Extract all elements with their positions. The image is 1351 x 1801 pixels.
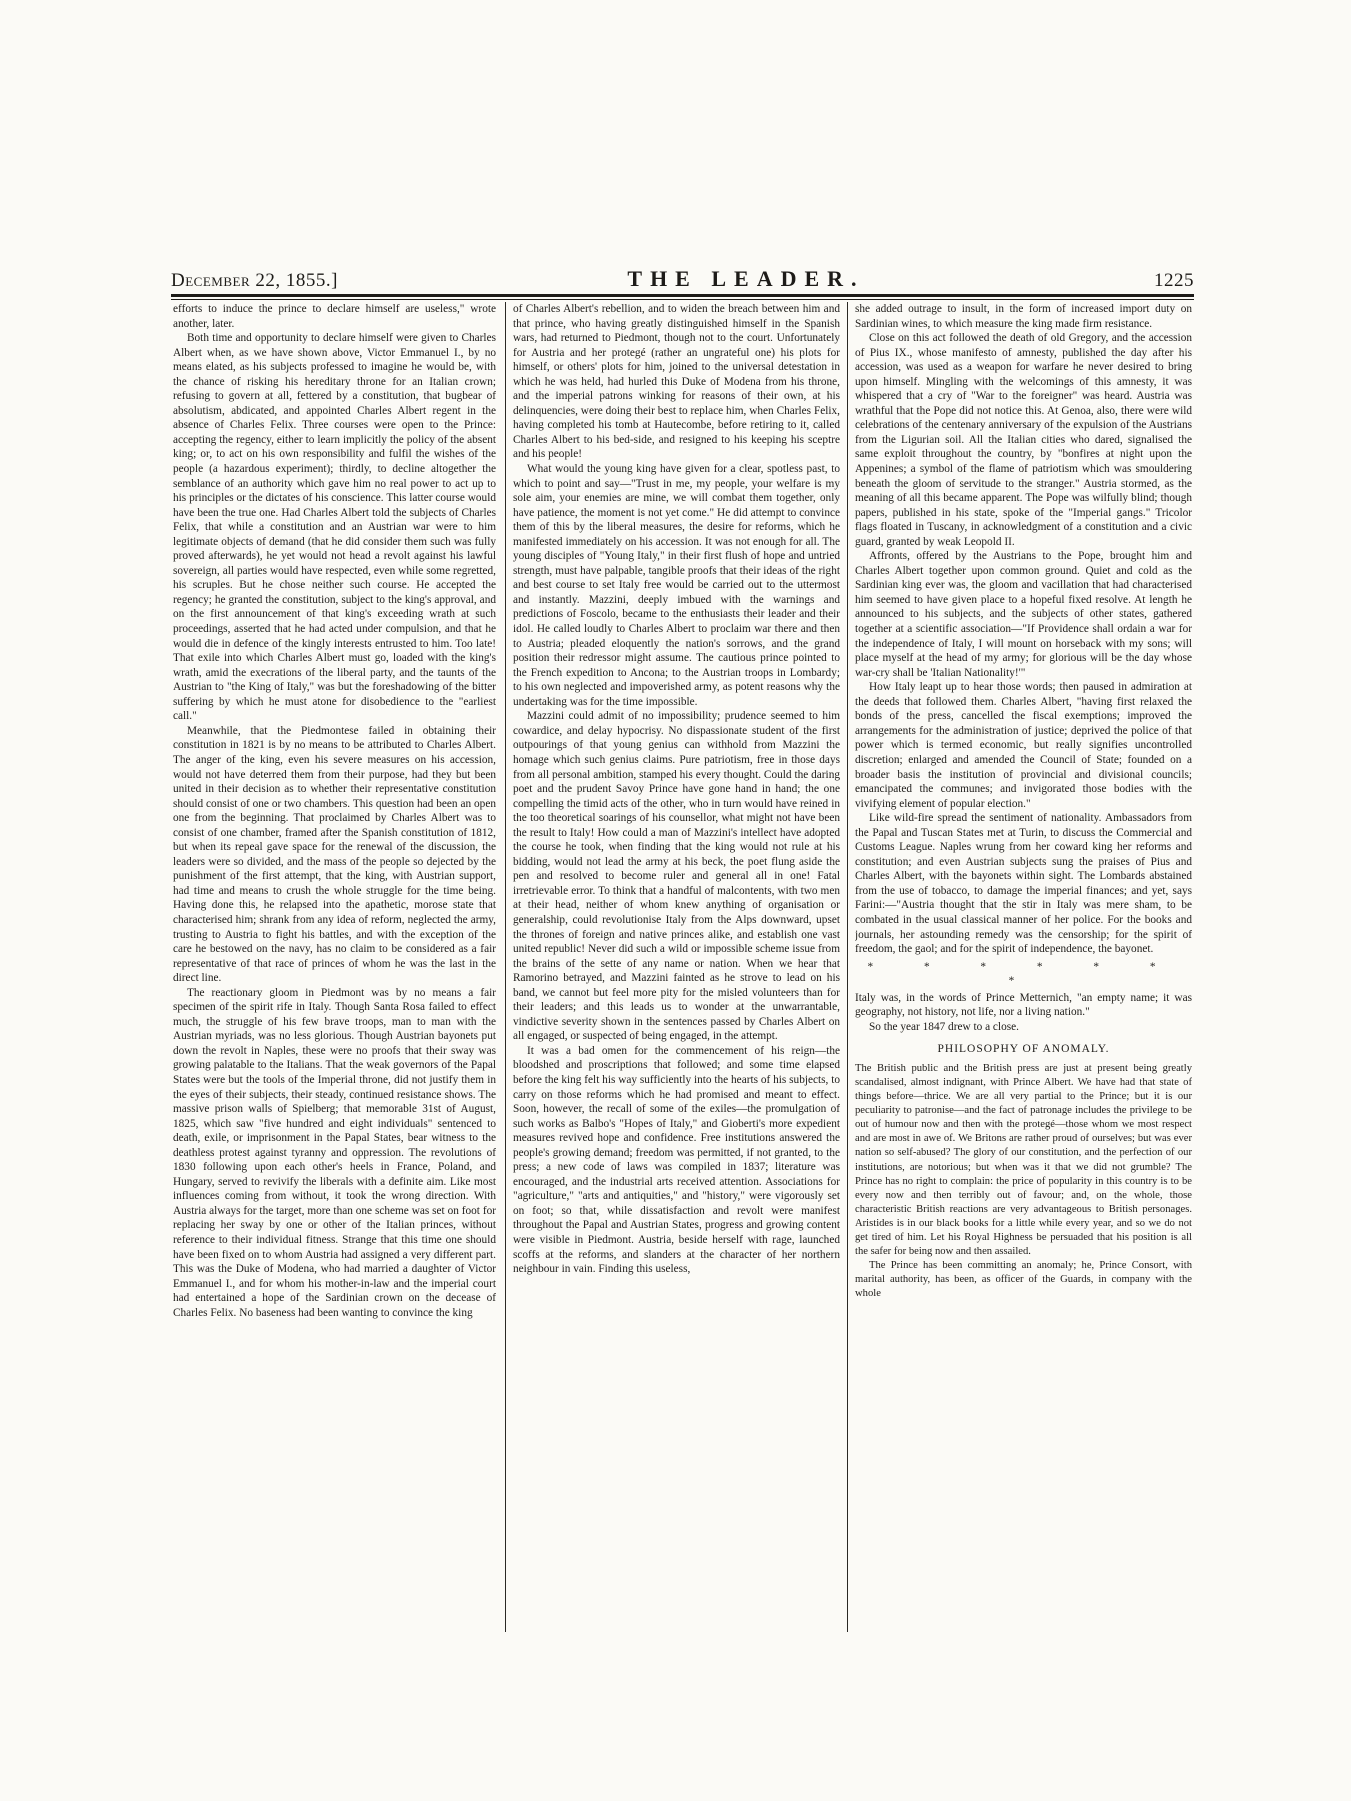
paragraph: The Prince has been committing an anomaly; he, Prince Consort, with marital authority, has been, as officer of the Guards, in company with the whole <box>855 1260 1192 1300</box>
masthead-rule-thick <box>171 294 1194 297</box>
masthead <box>171 268 1194 292</box>
paragraph: of Charles Albert's rebellion, and to widen the breach between him and that prince, who having greatly distinguished himself in the Spanish wars, had returned to Piedmont, though not to the court. Unfortunately for Austria and her protegé (rather an ungrateful one) his plots for himself, or others' plots for him, joined to the universal detestation in which he was held, had hurled this Duke of Modena from his throne, and the imperial patrons winking for reasons of their own, at his delinquencies, were doing their best to replace him, when Charles Felix, having completed his tomb at Hautecombe, before retiring to it, called Charles Albert to his bed-side, and resigned to his keeping his sceptre and his people! <box>513 303 840 461</box>
article-heading: PHILOSOPHY OF ANOMALY. <box>937 1043 1110 1056</box>
paragraph: she added outrage to insult, in the form of increased import duty on Sardinian wines, to which measure the king made firm resistance. <box>855 303 1192 330</box>
masthead-rule-thin <box>171 299 1194 300</box>
paragraph: The reactionary gloom in Piedmont was by no means a fair specimen of the spirit rife in Italy. Though Santa Rosa failed to effect much, the struggle of his few brave troops, man to man with the Austrian myriads, was no less glorious. Though Austrian bayonets put down the revolt in Naples, these were no proofs that their sway was growing palatable to the Italians. That the weak governors of the Papal States were but the tools of the Imperial throne, did not justify them in the eyes of their subjects, their steady, continued resistance shows. The massive prison walls of Spielberg; that memorable 31st of August, 1825, which saw "five hundred and eight individuals" sentenced to death, exile, or imprisonment in the Papal States, bear witness to the deathless protest against tyranny and oppression. The revolutions of 1830 following upon each other's heels in France, Poland, and Hungary, served to revivify the liberals with a definite aim. Like most influences coming from without, it took the wrong direction. With Austria always for the target, more than one scheme was set on foot for replacing her sway by one or other of the Italian princes, without reference to their individual fitness. Strange that this time one should have been fixed on to whom Austria had assigned a very different part. This was the Duke of Modena, who had married a daughter of Victor Emmanuel I., and for whom his mother-in-law and the imperial court had entertained a hope of the Sardinian crown on the decease of Charles Felix. No baseness had been wanting to convince the king <box>173 986 496 1319</box>
paragraph: Like wild-fire spread the sentiment of nationality. Ambassadors from the Papal and Tuscan States met at Turin, to discuss the Commercial and Customs League. Naples wrung from her coward king her reforms and constitution; and even Austrian subjects sung the praises of Pius and Charles Albert, with the bayonets within sight. The Lombards abstained from the use of tobacco, to damage the imperial finances; and yet, says Farini:—"Austria thought that the stir in Italy was mere sham, to be combated in the usual classical manner of her police. For the books and journals, her astounding remedy was the censorship; for the spirit of freedom, the gaol; and for the spirit of independence, the bayonet. <box>855 812 1192 956</box>
column-divider-1 <box>505 302 506 1632</box>
paragraph: Mazzini could admit of no impossibility; prudence seemed to him cowardice, and delay hypocrisy. No dispassionate student of the first outpourings of that young genius can withhold from Mazzini the homage which such genius claims. Pure patriotism, free in those days from all personal ambition, stamped his every thought. Could the daring poet and the prudent Savoy Prince have gone hand in hand; the one compelling the timid acts of the other, who in turn would have reined in the too theoretical soarings of his counsellor, what might not have been the result to Italy! How could a man of Mazzini's intellect have adopted the course he took, when finding that the king would not rule at his bidding, would not lead the army at his beck, the poet flung aside the pen and resolved to become ruler and general all in one! Fatal irretrievable error. To think that a handful of malcontents, with two men at their head, neither of whom knew anything of organisation or generalship, could revolutionise Italy from the Alps downward, upset the thrones of foreign and native princes alike, and establish one vast united republic! Never did such a wild or impossible scheme issue from the brains of the sette of any name or nation. When we hear that Ramorino betrayed, and Mazzini fainted as he strove to lead on his band, we cannot but feel more pity for the misled volunteers than for their leaders; and this leads us to wonder at the unwarrantable, vindictive severity shown in the sentences passed by Charles Albert on all engaged, or suspected of being engaged, in the attempt. <box>513 710 840 1043</box>
article-body <box>855 1062 1192 1302</box>
column-divider-2 <box>847 302 848 1632</box>
paragraph: Meanwhile, that the Piedmontese failed in obtaining their constitution in 1821 is by no means to be attributed to Charles Albert. The anger of the king, even his severe measures on his accession, would not have deterred them from their purpose, had they but been united in their decision as to whether their representative constitution should consist of one or two chambers. This question had been an open one from the beginning. That proclaimed by Charles Albert was to consist of one chamber, framed after the Spanish constitution of 1812, but when its repeal gave space for the renewal of the discussion, the leaders were so divided, and the mass of the people so dejected by the punishment of the first attempt, that the king, with Austrian support, had time and means to crush the whole struggle for the time being. Having done this, he relapsed into the apathetic, morose state that characterised him; shrank from any idea of reform, neglected the army, trusting to Austria to fight his battles, and with the exception of the care he bestowed on the navy, has no claim to be considered as a fair representative of that race of princes of whom he was the last in the direct line. <box>173 724 496 985</box>
page-number: 1225 <box>1153 270 1194 291</box>
paragraph: Close on this act followed the death of old Gregory, and the accession of Pius IX., whose manifesto of amnesty, published the day after his accession, was used as a weapon for warfare he never desired to bring upon himself. Mingling with the welcomings of this amnesty, it was whispered that a cry of "War to the foreigner" was heard. Austria was wrathful that the Pope did not notice this. At Genoa, also, there were wild celebrations of the centenary anniversary of the expulsion of the Austrians from the Ligurian soil. All the Italian cities who dared, signalised the same exploit throughout the country, by "bonfires at night upon the Appenines; a symbol of the flame of patriotism which was smouldering beneath the gloom of servitude to the stranger." Austria stormed, as the meaning of all this became apparent. The Pope was wilfully blind; though papers, published in his state, spoke of the "Imperial gangs." Tricolor flags floated in Tuscany, in acknowledgment of a constitution and a civic guard, granted by weak Leopold II. <box>855 332 1192 548</box>
newspaper-title: THE LEADER. <box>627 266 865 291</box>
paragraph: Italy was, in the words of Prince Metternich, "an empty name; it was geography, not history, not life, nor a living nation." <box>855 991 1192 1019</box>
paragraph: efforts to induce the prince to declare himself are useless," wrote another, later. <box>173 303 496 330</box>
paragraph: It was a bad omen for the commencement of his reign—the bloodshed and proscriptions that followed; and some time elapsed before the king felt his way sufficiently into the hearts of his subjects, to carry on those reforms which he had promised and meant to effect. Soon, however, the recall of some of the exiles—the promulgation of such works as Balbo's "Hopes of Italy," and Gioberti's more expedient measures revived hope and confidence. Free institutions answered the people's growing demand; freedom was permitted, if not granted, to the press; a new code of laws was compiled in 1837; literature was encouraged, and the industrial arts received attention. Associations for "agriculture," "arts and antiquities," and "history," were vigorously set on foot; so that, while dissatisfaction and revolt were manifest throughout the Papal and Austrian States, progress and growing content were visible in Piedmont. Austria, beside herself with rage, launched scoffs at the reforms, and slanders at the character of her northern neighbour in vain. Finding this useless, <box>513 1044 840 1276</box>
paragraph: Affronts, offered by the Austrians to the Pope, brought him and Charles Albert together upon common ground. Quiet and cold as the Sardinian king ever was, the gloom and vacillation that had characterised him seemed to have given place to a hopeful fixed resolve. At length he announced to his subjects, and the subjects of other states, gathered together at a scientific association—"If Providence shall ordain a war for the independence of Italy, I will mount on horseback with my sons; will place myself at the head of my army; for glorious will be the day whose war-cry shall be 'Italian Nationality!'" <box>855 550 1192 679</box>
text-column-1 <box>173 302 496 1632</box>
paragraph: The British public and the British press are just at present being greatly scandalised, almost indignant, with Prince Albert. We have had that state of things before—thrice. We are all very partial to the Prince; but it is our peculiarity to patronise—and the fact of patronage includes the privilege to be out of humour now and then with the protegé—those whom we most respect and are most in awe of. We Britons are rather proud of ourselves; but was ever nation so self-abused? The glory of our constitution, and the perfection of our institutions, are notorious; but when was it that we did not grumble? The Prince has no right to complain: the price of popularity in this country is to be every now and then terribly out of favour; and, on the whole, those characteristic British reactions are very advantageous to British personages. Aristides is in our black books for a little while every year, and so we do not get tired of him. Let his Royal Highness be persuaded that his position is all the safer for being now and then assailed. <box>855 1062 1192 1258</box>
issue-date: December 22, 1855.] <box>171 270 338 291</box>
text-column-3 <box>855 302 1192 1632</box>
paragraph: How Italy leapt up to hear those words; then paused in admiration at the deeds that followed them. Charles Albert, "having first relaxed the bonds of the press, cancelled the fiscal exemptions; improved the arrangements for the administration of justice; deprived the police of that power which is termed economic, but really signifies uncontrolled discretion; enlarged and amended the Council of State; founded on a broader basis the institution of provincial and divisional councils; emancipated the communes; and invigorated those bodies with the vivifying element of popular election." <box>855 681 1192 810</box>
paragraph: Both time and opportunity to declare himself were given to Charles Albert when, as we have shown above, Victor Emmanuel I., by no means elated, as his subjects professed to imagine he would be, with the chance of risking his hereditary throne for an Italian crown; refusing to govern at all, fettered by a constitution, that bugbear of absolutism, abdicated, and appointed Charles Albert regent in the absence of Charles Felix. Three courses were open to the Prince: accepting the regency, either to learn implicitly the policy of the absent king; or, to act on his own responsibility and fulfil the wishes of the people (a hazardous experiment); thirdly, to decline altogether the semblance of an authority which gave him no real power to act up to his principles or the dictates of his conscience. This latter course would have been the true one. Had Charles Albert told the subjects of Charles Felix, that while a constitution and an Austrian war were to him legitimate objects of demand (that he did consider them such was fully proved afterwards), he yet would not head a revolt against his lawful sovereign, all parties would have respected, even while some regretted, his scruples. But he chose neither such course. He accepted the regency; he granted the constitution, subject to the king's approval, and on the first announcement of that king's exceeding wrath at such proceedings, asserted that he had acted under compulsion, and that he would die in defence of the kingly interests entrusted to him. Too late! That exile into which Charles Albert must go, loaded with the king's wrath, amid the execrations of the liberal party, and the taunts of the Austrian to "the King of Italy," was but the foreshadowing of the bitter suffering by which he must atone for disobedience to the "earliest call." <box>173 332 496 723</box>
text-column-2 <box>513 302 840 1632</box>
paragraph: What would the young king have given for a clear, spotless past, to which to point and say—"Trust in me, my people, your welfare is my sole aim, your enemies are mine, we will combat them together, only have patience, the moment is not yet come." He did attempt to convince them of this by the liberal measures, the desire for reforms, which he manifested immediately on his accession. It was not enough for all. The young disciples of "Young Italy," in their first flush of hope and untried strength, must have palpable, tangible proofs that their ideas of the right and best course to set Italy free would be carried out to the uttermost and instantly. Mazzini, deeply imbued with the warnings and predictions of Foscolo, became to the enthusiasts their leader and their idol. He called loudly to Charles Albert to proclaim war there and then to Austria; pleaded eloquently the nation's sorrows, and the grand position their redressor might assume. The cautious prince pointed to the French expedition to Ancona; to the Austrian troops in Lombardy; to his own neglected and impoverished army, as potent reasons why the undertaking was for the time impossible. <box>513 463 840 708</box>
paragraph: So the year 1847 drew to a close. <box>869 1020 1019 1033</box>
section-break-stars: * * * * * * * <box>867 960 1180 988</box>
